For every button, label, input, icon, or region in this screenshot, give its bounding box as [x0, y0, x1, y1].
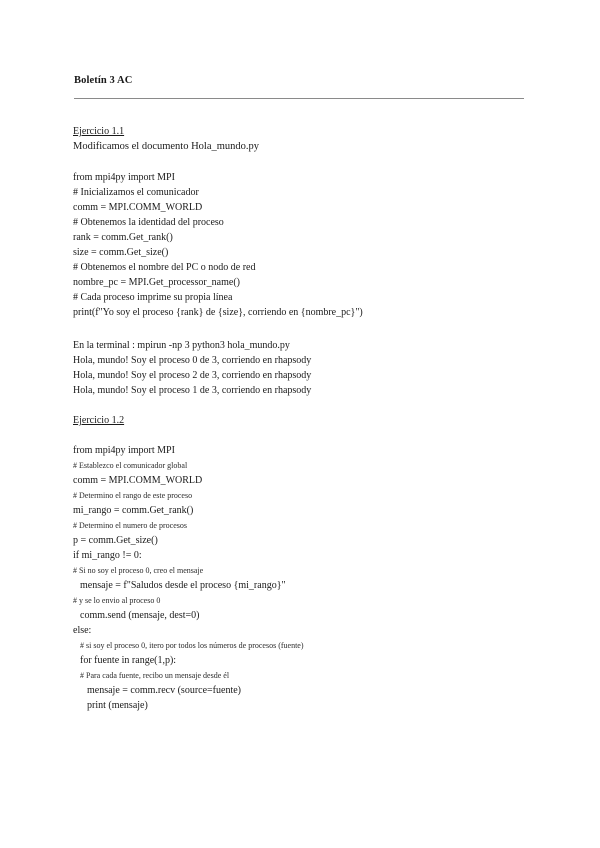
code-line: # y se lo envio al proceso 0 — [73, 596, 161, 605]
terminal-line: Hola, mundo! Soy el proceso 0 de 3, corriendo en rhapsody — [73, 355, 312, 366]
exercise-1-heading: Ejercicio 1.1 — [73, 126, 125, 137]
code-line: from mpi4py import MPI — [73, 445, 175, 456]
exercise-2-section — [73, 413, 124, 428]
code-line: mensaje = f"Saludos desde el proceso {mi_rango}" — [80, 580, 286, 591]
terminal-line: En la terminal : mpirun -np 3 python3 hola_mundo.py — [73, 340, 290, 351]
code-line: # Obtenemos la identidad del proceso — [73, 217, 224, 228]
exercise-1-terminal-output — [73, 338, 311, 398]
code-line: # Si no soy el proceso 0, creo el mensaje — [73, 566, 204, 575]
code-line: rank = comm.Get_rank() — [73, 232, 173, 243]
code-line: comm = MPI.COMM_WORLD — [73, 475, 203, 486]
code-line: from mpi4py import MPI — [73, 172, 175, 183]
terminal-line: Hola, mundo! Soy el proceso 1 de 3, corriendo en rhapsody — [73, 385, 312, 396]
code-line: mensaje = comm.recv (source=fuente) — [87, 685, 241, 696]
code-line: # Obtenemos el nombre del PC o nodo de red — [73, 262, 256, 273]
title-divider — [74, 98, 524, 99]
document-title: Boletín 3 AC — [74, 75, 133, 86]
exercise-1-intro: Modificamos el documento Hola_mundo.py — [73, 141, 260, 152]
code-line: for fuente in range(1,p): — [80, 655, 177, 666]
exercise-1-code — [73, 170, 363, 320]
code-line: # Determino el numero de procesos — [73, 521, 187, 530]
code-line: comm = MPI.COMM_WORLD — [73, 202, 203, 213]
code-line: print (mensaje) — [87, 700, 148, 711]
code-line: print(f"Yo soy el proceso {rank} de {size}, corriendo en {nombre_pc}") — [73, 307, 363, 318]
terminal-line: Hola, mundo! Soy el proceso 2 de 3, corriendo en rhapsody — [73, 370, 312, 381]
code-line: mi_rango = comm.Get_rank() — [73, 505, 194, 516]
code-line: # Para cada fuente, recibo un mensaje desde él — [80, 671, 230, 680]
code-line: comm.send (mensaje, dest=0) — [80, 610, 200, 621]
code-line: if mi_rango != 0: — [73, 550, 142, 561]
code-line: # Determino el rango de este proceso — [73, 491, 193, 500]
code-line: # Cada proceso imprime su propia línea — [73, 292, 233, 303]
exercise-1-section — [73, 124, 259, 154]
code-line: nombre_pc = MPI.Get_processor_name() — [73, 277, 240, 288]
code-line: size = comm.Get_size() — [73, 247, 169, 258]
exercise-2-heading: Ejercicio 1.2 — [73, 415, 125, 426]
code-line: # Establezco el comunicador global — [73, 461, 188, 470]
code-line: # Inicializamos el comunicador — [73, 187, 199, 198]
exercise-2-code — [73, 443, 304, 713]
code-line: p = comm.Get_size() — [73, 535, 158, 546]
code-line: else: — [73, 625, 92, 636]
code-line: # si soy el proceso 0, itero por todos los números de procesos (fuente) — [80, 641, 304, 650]
